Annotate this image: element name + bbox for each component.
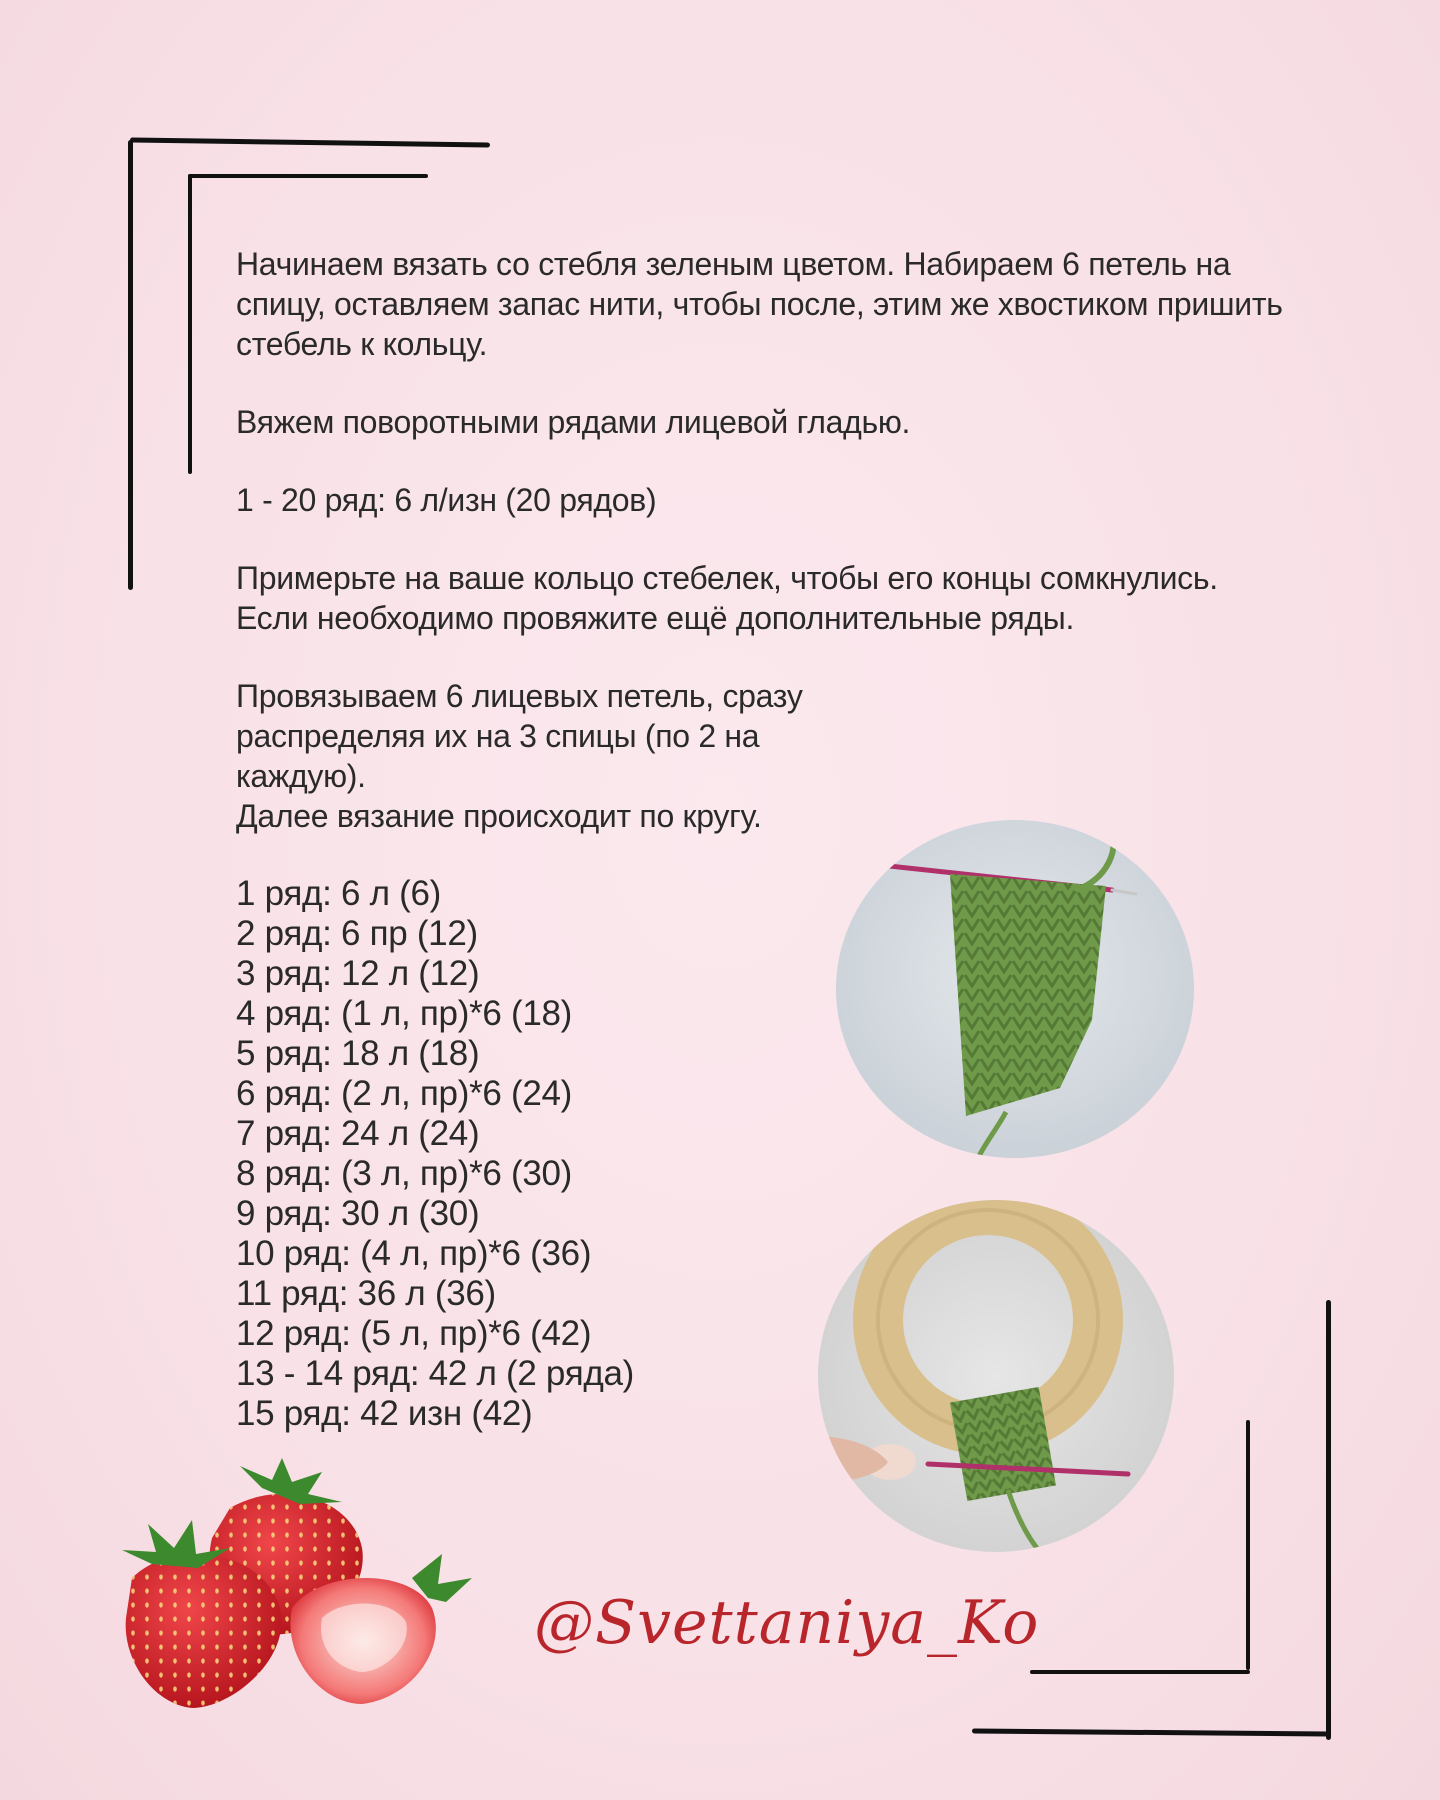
row-item: 3 ряд: 12 л (12) xyxy=(236,954,480,993)
row-item: 4 ряд: (1 л, пр)*6 (18) xyxy=(236,994,573,1033)
row-item: 5 ряд: 18 л (18) xyxy=(236,1034,480,1073)
frame-right-line-2 xyxy=(1246,1420,1250,1670)
intro-paragraph-3: 1 - 20 ряд: 6 л/изн (20 рядов) xyxy=(236,482,657,518)
frame-left-line-2 xyxy=(188,174,192,474)
row-item: 8 ряд: (3 л, пр)*6 (30) xyxy=(236,1154,573,1193)
intro-paragraph-5b: Далее вязание происходит по кругу. xyxy=(236,798,762,834)
frame-right-line-1 xyxy=(1326,1300,1331,1740)
photo-ring-with-stem xyxy=(818,1200,1174,1552)
row-item: 10 ряд: (4 л, пр)*6 (36) xyxy=(236,1234,592,1273)
row-item: 13 - 14 ряд: 42 л (2 ряда) xyxy=(236,1354,634,1393)
row-item: 7 ряд: 24 л (24) xyxy=(236,1114,480,1153)
frame-bottom-line-2 xyxy=(1030,1670,1250,1674)
strawberries-illustration xyxy=(112,1458,512,1723)
row-item: 2 ряд: 6 пр (12) xyxy=(236,914,478,953)
frame-left-line-1 xyxy=(128,140,133,590)
intro-paragraph-2: Вяжем поворотными рядами лицевой гладью. xyxy=(236,404,911,440)
photo-knitted-stem xyxy=(836,820,1194,1158)
instructions xyxy=(236,244,1296,1434)
intro-paragraph-1: Начинаем вязать со стебля зеленым цветом. Набираем 6 петель на спицу, оставляем запас нити, чтобы после, этим же хвостиком пришить стебель к кольцу. xyxy=(236,246,1283,362)
intro-paragraph-5a: Провязываем 6 лицевых петель, сразу распределяя их на 3 спицы (по 2 на каждую). xyxy=(236,678,803,794)
row-item: 1 ряд: 6 л (6) xyxy=(236,874,441,913)
frame-top-line-2 xyxy=(188,174,428,178)
intro-paragraph-5 xyxy=(236,676,1296,836)
row-item: 15 ряд: 42 изн (42) xyxy=(236,1394,533,1433)
intro-paragraph-4: Примерьте на ваше кольцо стебелек, чтобы его концы сомкнулись. Если необходимо провяжите ещё дополнительные ряды. xyxy=(236,560,1218,636)
frame-bottom-line-1 xyxy=(972,1728,1330,1736)
author-signature: @Svettaniya_Ko xyxy=(534,1588,1040,1658)
row-item: 11 ряд: 36 л (36) xyxy=(236,1274,496,1313)
row-item: 12 ряд: (5 л, пр)*6 (42) xyxy=(236,1314,592,1353)
frame-top-line-1 xyxy=(130,137,490,147)
row-item: 6 ряд: (2 л, пр)*6 (24) xyxy=(236,1074,573,1113)
row-item: 9 ряд: 30 л (30) xyxy=(236,1194,480,1233)
